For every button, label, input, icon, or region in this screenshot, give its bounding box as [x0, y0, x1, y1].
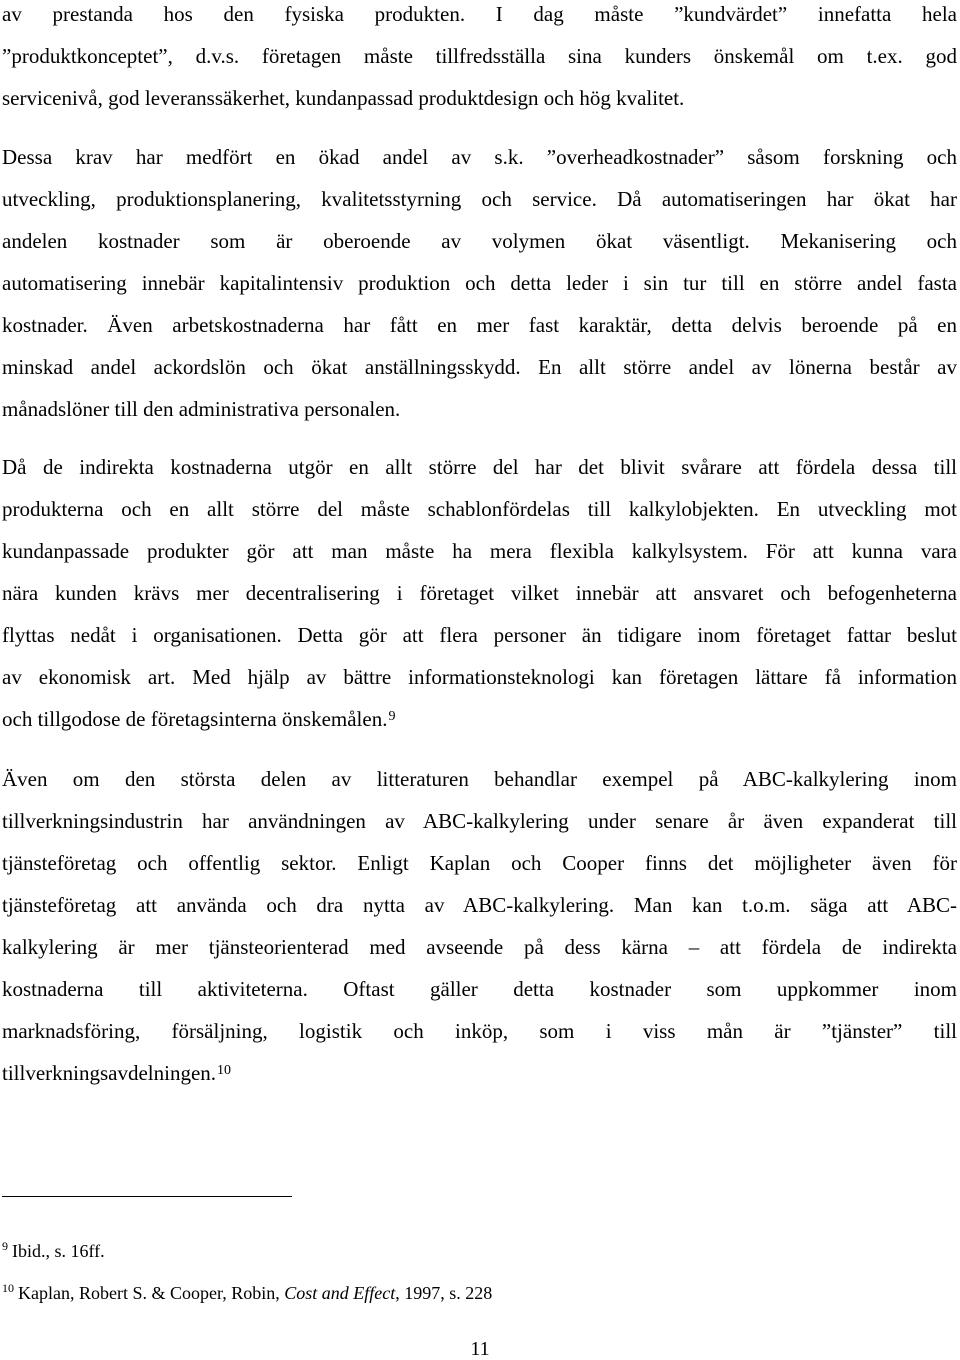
paragraph-line: av ekonomisk art. Med hjälp av bättre informationsteknologi kan företagen lättare få information: [2, 665, 957, 689]
paragraph-line: Även om den största delen av litteraturen behandlar exempel på ABC-kalkylering inom: [2, 767, 957, 791]
footnote-text: , 1997, s. 228: [395, 1283, 493, 1303]
paragraph-line: Dessa krav har medfört en ökad andel av s.k. ”overheadkostnader” såsom forskning och: [2, 145, 957, 169]
paragraph-line: minskad andel ackordslön och ökat anställningsskydd. En allt större andel av lönerna består av: [2, 355, 957, 379]
paragraph-line: servicenivå, god leveranssäkerhet, kundanpassad produktdesign och hög kvalitet.: [2, 86, 685, 110]
paragraph-last-line: [2, 707, 957, 735]
paragraph-line: av prestanda hos den fysiska produkten. I dag måste ”kundvärdet” innefatta hela: [2, 2, 957, 26]
paragraph-line: kundanpassade produkter gör att man måste ha mera flexibla kalkylsystem. För att kunna vara: [2, 539, 957, 563]
footnote-text: Ibid., s. 16ff.: [12, 1241, 105, 1261]
paragraph-line: och tillgodose de företagsinterna önskemålen.: [2, 707, 388, 731]
page-number: 11: [470, 1338, 490, 1360]
paragraph-line: kostnaderna till aktiviteterna. Oftast gäller detta kostnader som uppkommer inom: [2, 977, 957, 1001]
paragraph-line: utveckling, produktionsplanering, kvalitetsstyrning och service. Då automatiseringen har ökat har: [2, 187, 957, 211]
paragraph-line: kostnader. Även arbetskostnaderna har fått en mer fast karaktär, detta delvis beroende på en: [2, 313, 957, 337]
paragraph-line: andelen kostnader som är oberoende av volymen ökat väsentligt. Mekanisering och: [2, 229, 957, 253]
footnote-reference[interactable]: 9: [388, 709, 396, 724]
footnote-separator: [2, 1196, 292, 1197]
footnote-10: [2, 1282, 492, 1306]
paragraph-line: nära kunden krävs mer decentralisering i företaget vilket innebär att ansvaret och befogenheterna: [2, 581, 957, 605]
paragraph-line: tjänsteföretag och offentlig sektor. Enligt Kaplan och Cooper finns det möjligheter även för: [2, 851, 957, 875]
paragraph-line: marknadsföring, försäljning, logistik och inköp, som i viss mån är ”tjänster” till: [2, 1019, 957, 1043]
paragraph-line: flyttas nedåt i organisationen. Detta gör att flera personer än tidigare inom företaget fattar beslut: [2, 623, 957, 647]
footnote-number: 10: [2, 1281, 14, 1295]
paragraph-last-line: [2, 1061, 957, 1089]
paragraph-line: tjänsteföretag att använda och dra nytta av ABC-kalkylering. Man kan t.o.m. säga att ABC-: [2, 893, 957, 917]
footnote-number: 9: [2, 1239, 8, 1253]
footnote-9: [2, 1240, 105, 1264]
paragraph-line: Då de indirekta kostnaderna utgör en allt större del har det blivit svårare att fördela dessa till: [2, 455, 957, 479]
footnote-italic-title: Cost and Effect: [284, 1283, 396, 1303]
paragraph-line: kalkylering är mer tjänsteorienterad med avseende på dess kärna – att fördela de indirekta: [2, 935, 957, 959]
paragraph-line: tillverkningsavdelningen.: [2, 1061, 217, 1085]
paragraph-line: tillverkningsindustrin har användningen av ABC-kalkylering under senare år även expanderat till: [2, 809, 957, 833]
footnote-reference[interactable]: 10: [217, 1063, 232, 1078]
paragraph-line: månadslöner till den administrativa personalen.: [2, 397, 401, 421]
paragraph-line: automatisering innebär kapitalintensiv produktion och detta leder i sin tur till en större andel fasta: [2, 271, 957, 295]
paragraph-line: produkterna och en allt större del måste schablonfördelas till kalkylobjekten. En utveckling mot: [2, 497, 957, 521]
footnote-text: Kaplan, Robert S. & Cooper, Robin,: [18, 1283, 285, 1303]
paragraph-line: ”produktkonceptet”, d.v.s. företagen måste tillfredsställa sina kunders önskemål om t.ex. god: [2, 44, 957, 68]
